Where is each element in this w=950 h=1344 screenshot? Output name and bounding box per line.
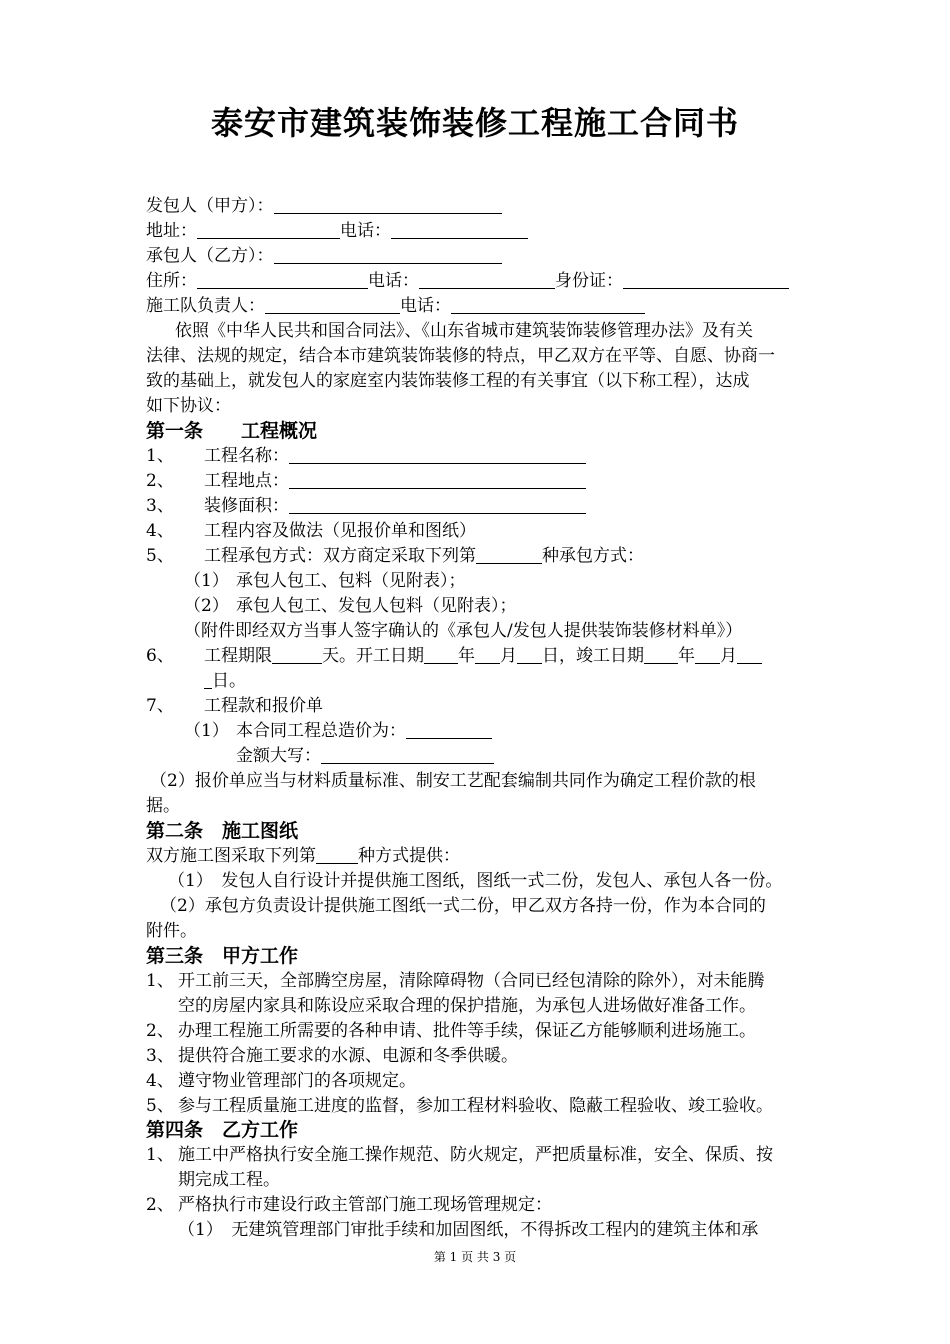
list-number: 2、 bbox=[146, 471, 174, 491]
area-blank[interactable] bbox=[289, 496, 586, 514]
list-number: 1、 bbox=[146, 446, 174, 466]
end-day-blank-cont[interactable] bbox=[204, 671, 212, 689]
list-number: 2、 bbox=[146, 1021, 174, 1041]
start-month-blank[interactable] bbox=[475, 646, 500, 664]
list-number: 3、 bbox=[146, 1046, 174, 1066]
list-number: 1、 bbox=[146, 1145, 174, 1165]
start-label: 天。开工日期 bbox=[322, 646, 424, 666]
list-number: 5、 bbox=[146, 546, 174, 566]
list-number: 4、 bbox=[146, 521, 174, 541]
intro-line-3: 致的基础上，就发包人的家庭室内装饰装修工程的有关事宜（以下称工程），达成 bbox=[146, 371, 750, 391]
address-line bbox=[146, 219, 528, 243]
contractor-label: 承包人（乙方）： bbox=[146, 246, 274, 266]
phone3-label: 电话： bbox=[400, 296, 451, 316]
end-label: 日，竣工日期 bbox=[542, 646, 644, 666]
total-price-label: 本合同工程总造价为： bbox=[236, 721, 406, 741]
employer-blank[interactable] bbox=[274, 196, 502, 214]
end-day-blank[interactable] bbox=[737, 646, 762, 664]
art1-item-5 bbox=[146, 544, 644, 568]
id-card-label: 身份证： bbox=[555, 271, 623, 291]
art1-item-7-sub2-cont: 据。 bbox=[146, 796, 180, 816]
drawing-mode-text: 双方施工图采取下列第 bbox=[146, 846, 316, 866]
project-location-blank[interactable] bbox=[289, 471, 586, 489]
year-label: 年 bbox=[458, 646, 475, 666]
residence-label: 住所： bbox=[146, 271, 197, 291]
art1-item-2 bbox=[146, 469, 586, 493]
article3-heading: 第三条 甲方工作 bbox=[146, 945, 299, 967]
art3-item-3 bbox=[146, 1044, 518, 1068]
art1-item-7-amount bbox=[236, 744, 494, 768]
contract-mode-text-end: 种承包方式： bbox=[542, 546, 644, 566]
project-location-label: 工程地点： bbox=[204, 471, 289, 491]
amount-words-label: 金额大写： bbox=[236, 746, 321, 766]
start-day-blank[interactable] bbox=[517, 646, 542, 664]
art1-item-6 bbox=[146, 644, 762, 668]
month-label: 月 bbox=[720, 646, 737, 666]
art2-line-2: （1） 发包人自行设计并提供施工图纸，图纸一式二份，发包人、承包人各一份。 bbox=[168, 871, 783, 891]
intro-line-4: 如下协议： bbox=[146, 396, 231, 416]
art1-item-6-cont bbox=[204, 669, 246, 693]
item-text: 施工中严格执行安全施工操作规范、防火规定，严把质量标准，安全、保质、按 bbox=[178, 1145, 773, 1165]
art2-line-4: 附件。 bbox=[146, 921, 197, 941]
art1-item-3 bbox=[146, 494, 586, 518]
sub-text: 承包人包工、包料（见附表）； bbox=[236, 571, 466, 591]
item-text: 办理工程施工所需要的各种申请、批件等手续，保证乙方能够顺利进场施工。 bbox=[178, 1021, 756, 1041]
residence-line bbox=[146, 269, 789, 293]
art4-item-1-cont: 期完成工程。 bbox=[178, 1170, 280, 1190]
team-leader-blank[interactable] bbox=[265, 296, 400, 314]
contractor-blank[interactable] bbox=[274, 246, 502, 264]
art1-item-5-sub2 bbox=[184, 594, 517, 618]
art1-item-5-sub1 bbox=[184, 569, 466, 593]
list-number: 1、 bbox=[146, 971, 174, 991]
document-title: 泰安市建筑装饰装修工程施工合同书 bbox=[210, 104, 739, 142]
list-number: 6、 bbox=[146, 646, 174, 666]
item-text: 提供符合施工要求的水源、电源和冬季供暖。 bbox=[178, 1046, 518, 1066]
intro-line-2: 法律、法规的规定，结合本市建筑装饰装修的特点，甲乙双方在平等、自愿、协商一 bbox=[146, 346, 775, 366]
list-number: 3、 bbox=[146, 496, 174, 516]
sub-number: （1） bbox=[184, 571, 229, 591]
project-name-label: 工程名称： bbox=[204, 446, 289, 466]
art4-item-2-sub1: （1） 无建筑管理部门审批手续和加固图纸，不得拆改工程内的建筑主体和承 bbox=[178, 1220, 759, 1240]
duration-blank[interactable] bbox=[272, 646, 322, 664]
address-blank[interactable] bbox=[197, 221, 340, 239]
duration-label: 工程期限 bbox=[204, 646, 272, 666]
total-price-blank[interactable] bbox=[406, 721, 492, 739]
team-leader-line bbox=[146, 294, 645, 318]
drawing-mode-blank[interactable] bbox=[316, 846, 358, 864]
sub-number: （1） bbox=[184, 721, 229, 741]
art3-item-4 bbox=[146, 1069, 416, 1093]
month-label: 月 bbox=[500, 646, 517, 666]
team-leader-label: 施工队负责人： bbox=[146, 296, 265, 316]
sub-number: （2） bbox=[184, 596, 229, 616]
list-number: 2、 bbox=[146, 1195, 174, 1215]
art3-item-1-cont: 空的房屋内家具和陈设应采取合理的保护措施，为承包人进场做好准备工作。 bbox=[178, 996, 756, 1016]
year-label: 年 bbox=[678, 646, 695, 666]
contractor-line bbox=[146, 244, 502, 268]
item-text: 开工前三天，全部腾空房屋，清除障碍物（合同已经包清除的除外），对未能腾 bbox=[178, 971, 765, 991]
area-label: 装修面积： bbox=[204, 496, 289, 516]
art1-item-7 bbox=[146, 694, 323, 718]
payment-text: 工程款和报价单 bbox=[204, 696, 323, 716]
art2-line-1 bbox=[146, 844, 460, 868]
end-year-blank[interactable] bbox=[644, 646, 678, 664]
project-name-blank[interactable] bbox=[289, 446, 586, 464]
address-label: 地址： bbox=[146, 221, 197, 241]
contract-mode-blank[interactable] bbox=[476, 546, 542, 564]
intro-line-1: 依照《中华人民共和国合同法》、《山东省城市建筑装饰装修管理办法》及有关 bbox=[175, 321, 753, 341]
list-number: 4、 bbox=[146, 1071, 174, 1091]
residence-blank[interactable] bbox=[197, 271, 368, 289]
phone1-blank[interactable] bbox=[391, 221, 528, 239]
item-text: 遵守物业管理部门的各项规定。 bbox=[178, 1071, 416, 1091]
art2-line-3: （2）承包方负责设计提供施工图纸一式二份，甲乙双方各持一份，作为本合同的 bbox=[160, 896, 766, 916]
contract-mode-text: 工程承包方式：双方商定采取下列第 bbox=[204, 546, 476, 566]
list-number: 7、 bbox=[146, 696, 174, 716]
sub-text: 承包人包工、发包人包料（见附表）； bbox=[236, 596, 517, 616]
amount-words-blank[interactable] bbox=[321, 746, 494, 764]
art1-item-7-sub1 bbox=[184, 719, 492, 743]
article2-heading: 第二条 施工图纸 bbox=[146, 820, 299, 842]
list-number: 5、 bbox=[146, 1096, 174, 1116]
art3-item-2 bbox=[146, 1019, 756, 1043]
art3-item-5 bbox=[146, 1094, 773, 1118]
phone2-label: 电话： bbox=[368, 271, 419, 291]
start-year-blank[interactable] bbox=[424, 646, 458, 664]
art3-item-1 bbox=[146, 969, 765, 993]
art1-item-1 bbox=[146, 444, 586, 468]
art4-item-1 bbox=[146, 1143, 773, 1167]
employer-line bbox=[146, 194, 502, 218]
phone1-label: 电话： bbox=[340, 221, 391, 241]
phone2-blank[interactable] bbox=[419, 271, 555, 289]
art1-item-7-sub2: （2）报价单应当与材料质量标准、制安工艺配套编制共同作为确定工程价款的根 bbox=[150, 771, 756, 791]
day-label: 日。 bbox=[212, 671, 246, 691]
content-text: 工程内容及做法（见报价单和图纸） bbox=[204, 521, 476, 541]
id-card-blank[interactable] bbox=[623, 271, 789, 289]
phone3-blank[interactable] bbox=[451, 296, 645, 314]
drawing-mode-text-end: 种方式提供： bbox=[358, 846, 460, 866]
art4-item-2 bbox=[146, 1193, 552, 1217]
item-text: 严格执行市建设行政主管部门施工现场管理规定： bbox=[178, 1195, 552, 1215]
article1-heading: 第一条 工程概况 bbox=[146, 420, 318, 442]
item-text: 参与工程质量施工进度的监督，参加工程材料验收、隐蔽工程验收、竣工验收。 bbox=[178, 1096, 773, 1116]
end-month-blank[interactable] bbox=[695, 646, 720, 664]
article4-heading: 第四条 乙方工作 bbox=[146, 1119, 299, 1141]
art1-item-5-note: （附件即经双方当事人签字确认的《承包人/发包人提供装饰装修材料单》） bbox=[184, 621, 743, 641]
art1-item-4 bbox=[146, 519, 476, 543]
page-footer: 第 1 页 共 3 页 bbox=[433, 1250, 517, 1264]
employer-label: 发包人（甲方）： bbox=[146, 196, 274, 216]
